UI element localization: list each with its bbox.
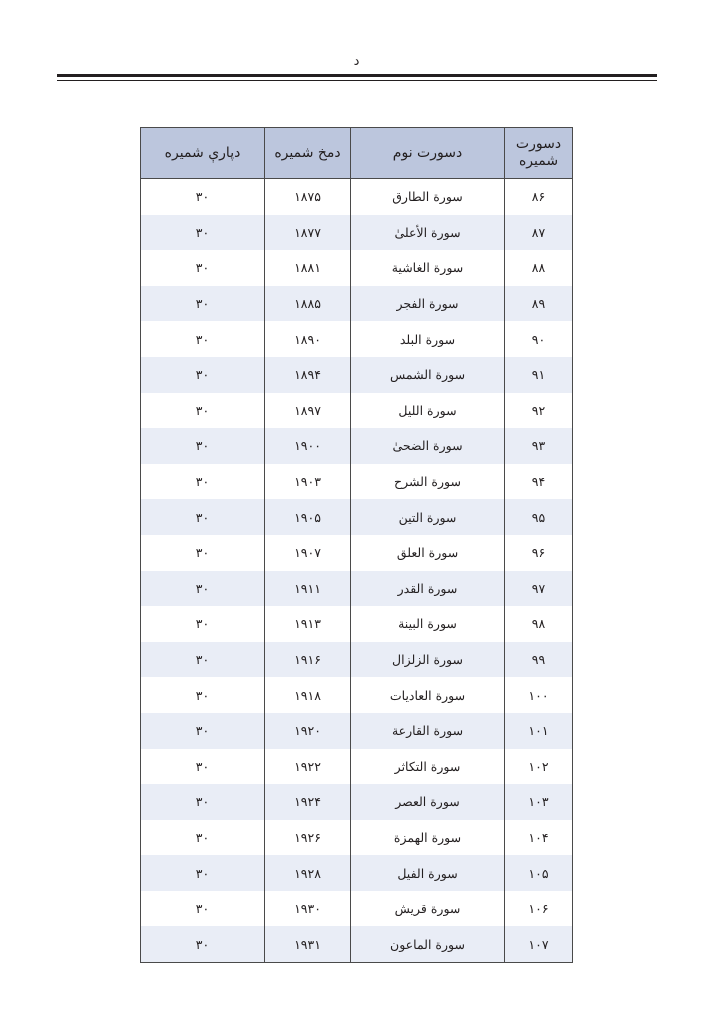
surah-name-cell: سورة الماعون	[351, 926, 505, 962]
page-number-cell: ۱۹۲۰	[265, 713, 351, 749]
juz-number-cell: ۳۰	[141, 571, 265, 607]
table-row	[141, 321, 573, 357]
surah-name-cell: سورة العاديات	[351, 677, 505, 713]
page-number-cell: ۱۸۹۰	[265, 321, 351, 357]
table-row	[141, 891, 573, 927]
juz-number-cell: ۳۰	[141, 464, 265, 500]
juz-number-cell: ۳۰	[141, 713, 265, 749]
surah-name-cell: سورة الفجر	[351, 286, 505, 322]
surah-name-cell: سورة التين	[351, 499, 505, 535]
juz-number-cell: ۳۰	[141, 215, 265, 251]
surah-name-cell: سورة الضحیٰ	[351, 428, 505, 464]
surah-name-cell: سورة قريش	[351, 891, 505, 927]
juz-number-cell: ۳۰	[141, 286, 265, 322]
table-row	[141, 713, 573, 749]
page-number-cell: ۱۹۲۶	[265, 820, 351, 856]
header-surah-number-line1: دسورت	[515, 136, 562, 152]
juz-number-cell: ۳۰	[141, 535, 265, 571]
table-row	[141, 642, 573, 678]
surah-name-cell: سورة الهمزة	[351, 820, 505, 856]
table-row	[141, 571, 573, 607]
table-row	[141, 250, 573, 286]
surah-name-cell: سورة التكاثر	[351, 749, 505, 785]
surah-name-cell: سورة العصر	[351, 784, 505, 820]
surah-number-cell: ۱۰۲	[505, 749, 573, 785]
table-row	[141, 784, 573, 820]
surah-number-cell: ۹۱	[505, 357, 573, 393]
table-row	[141, 855, 573, 891]
header-surah-name: دسورت نوم	[351, 128, 505, 179]
page-number-cell: ۱۹۰۷	[265, 535, 351, 571]
page-number-cell: ۱۹۲۴	[265, 784, 351, 820]
surah-name-cell: سورة العلق	[351, 535, 505, 571]
page-number-cell: ۱۹۱۳	[265, 606, 351, 642]
juz-number-cell: ۳۰	[141, 749, 265, 785]
surah-name-cell: سورة الليل	[351, 393, 505, 429]
juz-number-cell: ۳۰	[141, 606, 265, 642]
table-row	[141, 749, 573, 785]
juz-number-cell: ۳۰	[141, 393, 265, 429]
table-row	[141, 428, 573, 464]
page-number-cell: ۱۸۸۱	[265, 250, 351, 286]
table-row	[141, 286, 573, 322]
surah-name-cell: سورة الفيل	[351, 855, 505, 891]
page-number-cell: ۱۹۱۸	[265, 677, 351, 713]
juz-number-cell: ۳۰	[141, 642, 265, 678]
surah-name-cell: سورة البلد	[351, 321, 505, 357]
surah-number-cell: ۱۰۴	[505, 820, 573, 856]
header-rule-thick	[57, 74, 657, 77]
surah-number-cell: ۱۰۶	[505, 891, 573, 927]
surah-number-cell: ۹۶	[505, 535, 573, 571]
juz-number-cell: ۳۰	[141, 677, 265, 713]
page-number-cell: ۱۸۸۵	[265, 286, 351, 322]
surah-number-cell: ۹۳	[505, 428, 573, 464]
page-number-cell: ۱۹۰۵	[265, 499, 351, 535]
table-row	[141, 926, 573, 962]
juz-number-cell: ۳۰	[141, 179, 265, 215]
surah-number-cell: ۱۰۳	[505, 784, 573, 820]
juz-number-cell: ۳۰	[141, 820, 265, 856]
juz-number-cell: ۳۰	[141, 891, 265, 927]
table-row	[141, 677, 573, 713]
juz-number-cell: ۳۰	[141, 855, 265, 891]
page-number-cell: ۱۹۱۱	[265, 571, 351, 607]
surah-name-cell: سورة القدر	[351, 571, 505, 607]
surah-number-cell: ۹۸	[505, 606, 573, 642]
page-number-cell: ۱۸۷۵	[265, 179, 351, 215]
header-juz-number: دپارې شمیره	[141, 128, 265, 179]
page-number-cell: ۱۹۰۳	[265, 464, 351, 500]
page-number-cell: ۱۸۹۴	[265, 357, 351, 393]
surah-number-cell: ۹۹	[505, 642, 573, 678]
juz-number-cell: ۳۰	[141, 357, 265, 393]
surah-number-cell: ۹۴	[505, 464, 573, 500]
surah-name-cell: سورة الطارق	[351, 179, 505, 215]
table-body	[141, 179, 573, 963]
header-surah-number	[505, 128, 573, 179]
surah-name-cell: سورة الزلزال	[351, 642, 505, 678]
surah-number-cell: ۱۰۱	[505, 713, 573, 749]
page-number-cell: ۱۹۲۸	[265, 855, 351, 891]
table-row	[141, 464, 573, 500]
surah-name-cell: سورة الشمس	[351, 357, 505, 393]
table-row	[141, 535, 573, 571]
surah-number-cell: ۸۷	[505, 215, 573, 251]
page-number-cell: ۱۹۱۶	[265, 642, 351, 678]
header-rule-thin	[57, 80, 657, 81]
juz-number-cell: ۳۰	[141, 321, 265, 357]
juz-number-cell: ۳۰	[141, 784, 265, 820]
header-page-number: دمخ شمیره	[265, 128, 351, 179]
table-row	[141, 820, 573, 856]
juz-number-cell: ۳۰	[141, 250, 265, 286]
surah-number-cell: ۸۸	[505, 250, 573, 286]
page-number-cell: ۱۸۹۷	[265, 393, 351, 429]
table-row	[141, 357, 573, 393]
table-header-row	[141, 128, 573, 179]
juz-number-cell: ۳۰	[141, 926, 265, 962]
page-number-cell: ۱۸۷۷	[265, 215, 351, 251]
table-row	[141, 179, 573, 215]
surah-number-cell: ۱۰۷	[505, 926, 573, 962]
header-surah-number-line2: شمیره	[518, 153, 559, 169]
surah-index-table	[140, 127, 573, 963]
surah-number-cell: ۸۹	[505, 286, 573, 322]
page-number-cell: ۱۹۳۱	[265, 926, 351, 962]
table-row	[141, 393, 573, 429]
surah-name-cell: سورة الشرح	[351, 464, 505, 500]
table-row	[141, 606, 573, 642]
page-marker: د	[353, 54, 360, 69]
surah-number-cell: ۸۶	[505, 179, 573, 215]
surah-number-cell: ۹۷	[505, 571, 573, 607]
surah-number-cell: ۹۰	[505, 321, 573, 357]
juz-number-cell: ۳۰	[141, 428, 265, 464]
surah-name-cell: سورة الغاشية	[351, 250, 505, 286]
surah-number-cell: ۹۲	[505, 393, 573, 429]
page-number-cell: ۱۹۰۰	[265, 428, 351, 464]
page-number-cell: ۱۹۳۰	[265, 891, 351, 927]
page-number-cell: ۱۹۲۲	[265, 749, 351, 785]
surah-name-cell: سورة القارعة	[351, 713, 505, 749]
surah-number-cell: ۹۵	[505, 499, 573, 535]
juz-number-cell: ۳۰	[141, 499, 265, 535]
surah-name-cell: سورة البينة	[351, 606, 505, 642]
surah-number-cell: ۱۰۵	[505, 855, 573, 891]
table-row	[141, 499, 573, 535]
table-row	[141, 215, 573, 251]
surah-name-cell: سورة الأعلیٰ	[351, 215, 505, 251]
surah-number-cell: ۱۰۰	[505, 677, 573, 713]
